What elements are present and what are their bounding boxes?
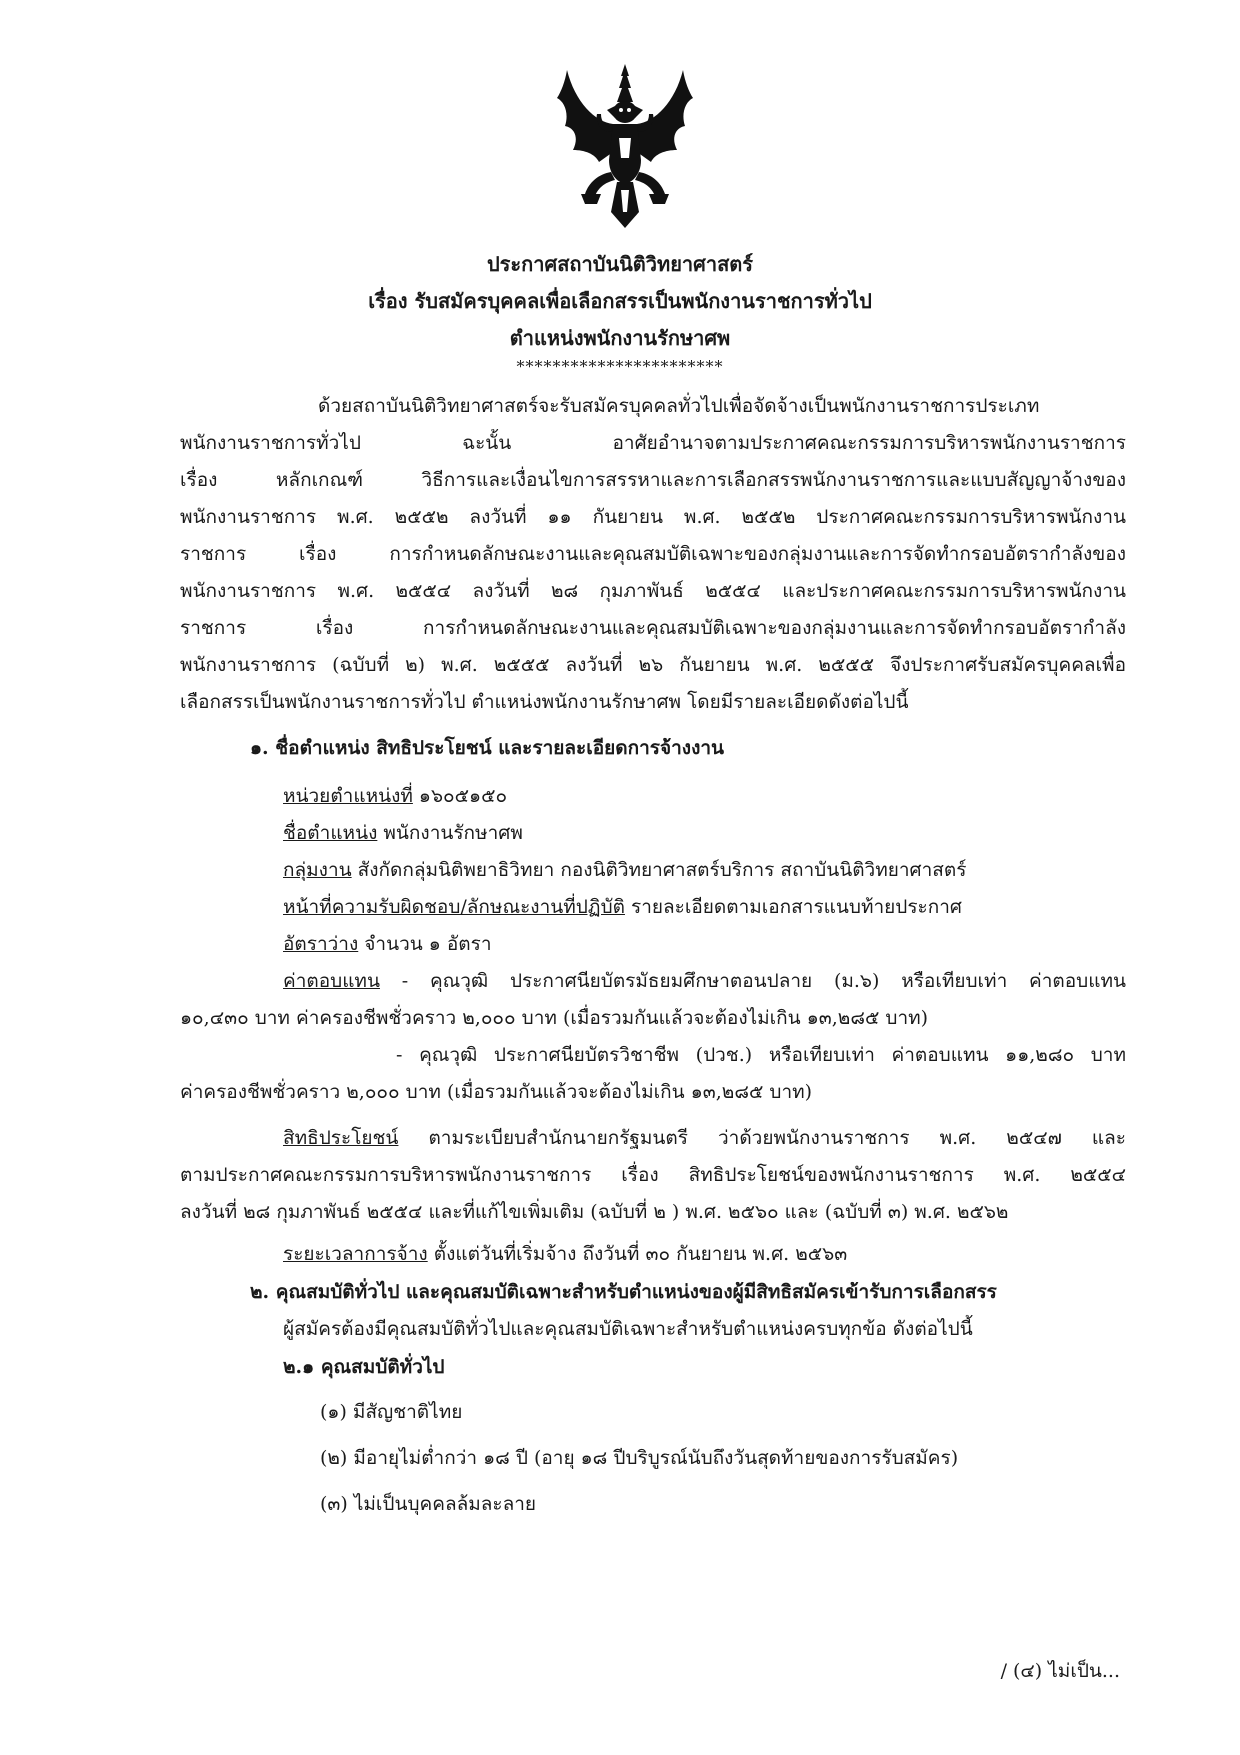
duty-value: รายละเอียดตามเอกสารแนบท้ายประกาศ bbox=[624, 896, 962, 918]
pay-line: ค่าครองชีพชั่วคราว ๒,๐๐๐ บาท (เมื่อรวมกันแล้วจะต้องไม่เกิน ๑๓,๒๘๕ บาท) bbox=[180, 1081, 813, 1103]
benefit-label: สิทธิประโยชน์ bbox=[283, 1127, 399, 1149]
benefit-row bbox=[283, 1124, 1126, 1152]
period-label: ระยะเวลาการจ้าง bbox=[283, 1243, 428, 1265]
section2-intro: ผู้สมัครต้องมีคุณสมบัติทั่วไปและคุณสมบัติเฉพาะสำหรับตำแหน่งครบทุกข้อ ดังต่อไปนี้ bbox=[283, 1318, 973, 1340]
document-title: ประกาศสถาบันนิติวิทยาศาสตร์ bbox=[486, 252, 753, 276]
work-group-row bbox=[283, 856, 966, 884]
position-name-value: พนักงานรักษาศพ bbox=[377, 822, 523, 844]
unit-row bbox=[283, 782, 507, 810]
intro-line: พนักงานราชการ พ.ศ. ๒๕๕๒ ลงวันที่ ๑๑ กันยายน พ.ศ. ๒๕๕๒ ประกาศคณะกรรมการบริหารพนักงาน bbox=[180, 506, 1126, 528]
document-position: ตำแหน่งพนักงานรักษาศพ bbox=[509, 326, 731, 350]
intro-line: ด้วยสถาบันนิติวิทยาศาสตร์จะรับสมัครบุคคลทั่วไปเพื่อจัดจ้างเป็นพนักงานราชการประเภท bbox=[318, 395, 1040, 417]
section2-heading: ๒. คุณสมบัติทั่วไป และคุณสมบัติเฉพาะสำหรับตำแหน่งของผู้มีสิทธิสมัครเข้ารับการเลือกสรร bbox=[250, 1281, 997, 1303]
duty-label: หน้าที่ความรับผิดชอบ/ลักษณะงานที่ปฏิบัติ bbox=[283, 896, 625, 918]
benefit-value: ตามระเบียบสำนักนายกรัฐมนตรี ว่าด้วยพนักงานราชการ พ.ศ. ๒๕๔๗ และ bbox=[398, 1127, 1126, 1149]
intro-line: เรื่อง หลักเกณฑ์ วิธีการและเงื่อนไขการสรรหาและการเลือกสรรพนักงานราชการและแบบสัญญาจ้างของ bbox=[180, 469, 1126, 491]
work-group-label: กลุ่มงาน bbox=[283, 859, 352, 881]
benefit-line: ตามประกาศคณะกรรมการบริหารพนักงานราชการ เรื่อง สิทธิประโยชน์ของพนักงานราชการ พ.ศ. ๒๕๕๔ bbox=[180, 1164, 1126, 1186]
qualification-item: (๑) มีสัญชาติไทย bbox=[320, 1401, 463, 1423]
period-value: ตั้งแต่วันที่เริ่มจ้าง ถึงวันที่ ๓๐ กันยายน พ.ศ. ๒๕๖๓ bbox=[427, 1243, 848, 1265]
vacancy-label: อัตราว่าง bbox=[283, 933, 359, 955]
garuda-emblem-icon bbox=[555, 62, 695, 230]
unit-value: ๑๖๐๕๑๕๐ bbox=[412, 785, 508, 807]
continued-marker: / (๔) ไม่เป็น... bbox=[1000, 1660, 1120, 1682]
vacancy-row bbox=[283, 930, 492, 958]
section2-subheading: ๒.๑ คุณสมบัติทั่วไป bbox=[283, 1356, 445, 1378]
intro-line: ราชการ เรื่อง การกำหนดลักษณะงานและคุณสมบัติเฉพาะของกลุ่มงานและการจัดทำกรอบอัตรากำลัง bbox=[180, 617, 1126, 639]
intro-line: พนักงานราชการ พ.ศ. ๒๕๕๔ ลงวันที่ ๒๘ กุมภาพันธ์ ๒๕๕๔ และประกาศคณะกรรมการบริหารพนักงาน bbox=[180, 580, 1126, 602]
qualification-item: (๒) มีอายุไม่ต่ำกว่า ๑๘ ปี (อายุ ๑๘ ปีบริบูรณ์นับถึงวันสุดท้ายของการรับสมัคร) bbox=[320, 1447, 959, 1469]
intro-line: พนักงานราชการ (ฉบับที่ ๒) พ.ศ. ๒๕๕๕ ลงวันที่ ๒๖ กันยายน พ.ศ. ๒๕๕๕ จึงประกาศรับสมัครบุคคลเพื่อ bbox=[180, 654, 1126, 676]
position-name-label: ชื่อตำแหน่ง bbox=[283, 822, 378, 844]
section1-heading: ๑. ชื่อตำแหน่ง สิทธิประโยชน์ และรายละเอียดการจ้างงาน bbox=[250, 737, 724, 759]
pay-line: ๑๐,๔๓๐ บาท ค่าครองชีพชั่วคราว ๒,๐๐๐ บาท (เมื่อรวมกันแล้วจะต้องไม่เกิน ๑๓,๒๘๕ บาท) bbox=[180, 1007, 929, 1029]
unit-label: หน่วยตำแหน่งที่ bbox=[283, 785, 413, 807]
pay-label: ค่าตอบแทน bbox=[283, 970, 380, 992]
document-subject: เรื่อง รับสมัครบุคคลเพื่อเลือกสรรเป็นพนักงานราชการทั่วไป bbox=[368, 289, 872, 313]
work-group-value: สังกัดกลุ่มนิติพยาธิวิทยา กองนิติวิทยาศาสตร์บริการ สถาบันนิติวิทยาศาสตร์ bbox=[351, 859, 967, 881]
pay-line: - คุณวุฒิ ประกาศนียบัตรวิชาชีพ (ปวช.) หรือเทียบเท่า ค่าตอบแทน ๑๑,๒๘๐ บาท bbox=[396, 1044, 1126, 1066]
duty-row bbox=[283, 893, 962, 921]
pay-row bbox=[283, 967, 1126, 995]
pay-value: - คุณวุฒิ ประกาศนียบัตรมัธยมศึกษาตอนปลาย (ม.๖) หรือเทียบเท่า ค่าตอบแทน bbox=[379, 970, 1126, 992]
separator-stars: *********************** bbox=[516, 357, 724, 376]
intro-line: พนักงานราชการทั่วไป ฉะนั้น อาศัยอำนาจตามประกาศคณะกรรมการบริหารพนักงานราชการ bbox=[180, 432, 1126, 454]
benefit-line: ลงวันที่ ๒๘ กุมภาพันธ์ ๒๕๕๔ และที่แก้ไขเพิ่มเติม (ฉบับที่ ๒ ) พ.ศ. ๒๕๖๐ และ (ฉบับที่ ๓) พ.ศ. ๒๕๖๒ bbox=[180, 1201, 1009, 1223]
period-row bbox=[283, 1240, 847, 1268]
vacancy-value: จำนวน ๑ อัตรา bbox=[358, 933, 492, 955]
position-name-row bbox=[283, 819, 523, 847]
intro-line: ราชการ เรื่อง การกำหนดลักษณะงานและคุณสมบัติเฉพาะของกลุ่มงานและการจัดทำกรอบอัตรากำลังของ bbox=[180, 543, 1126, 565]
intro-line: เลือกสรรเป็นพนักงานราชการทั่วไป ตำแหน่งพนักงานรักษาศพ โดยมีรายละเอียดดังต่อไปนี้ bbox=[180, 691, 909, 713]
qualification-item: (๓) ไม่เป็นบุคคลล้มละลาย bbox=[320, 1493, 537, 1515]
